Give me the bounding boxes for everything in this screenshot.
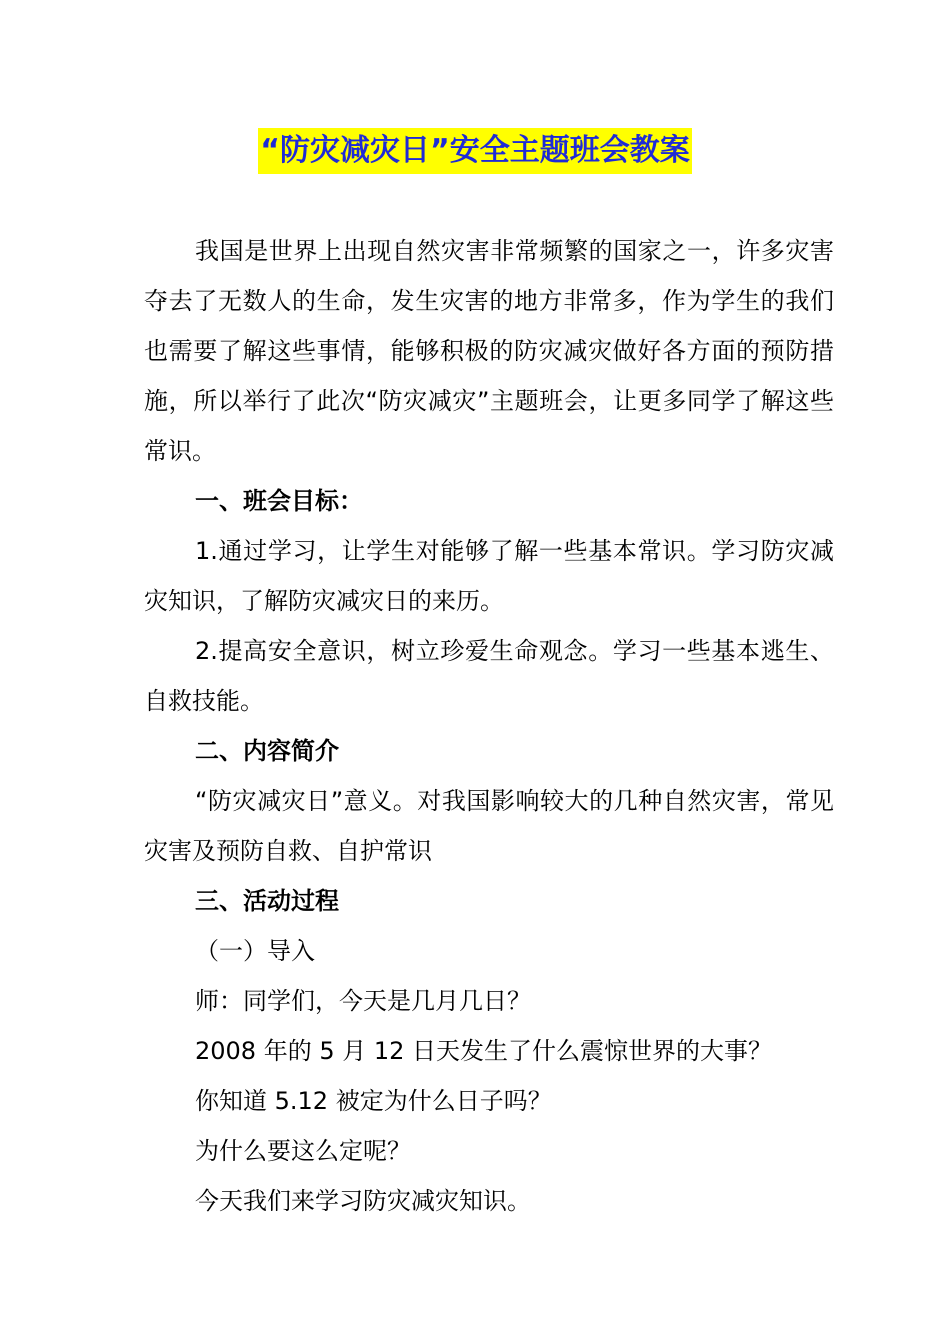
dialogue-line: 为什么要这么定呢？ [195,1137,411,1165]
subsection-intro: （一）导入 [195,937,315,965]
content-summary: “防灾减灾日”意义。对我国影响较大的几种自然灾害，常见灾害及预防自救、自护常识 [144,787,834,865]
dialogue-line: 师：同学们，今天是几月几日？ [195,987,531,1015]
section-heading-process: 三、活动过程 [195,887,339,915]
section-heading-goals: 一、班会目标： [195,487,363,515]
intro-paragraph: 我国是世界上出现自然灾害非常频繁的国家之一，许多灾害夺去了无数人的生命，发生灾害的地方非常多，作为学生的我们也需要了解这些事情，能够积极的防灾减灾做好各方面的预防措施，所以举行了此次“防灾减灾”主题班会，让更多同学了解这些常识。 [144,237,834,465]
title-container [0,128,950,174]
dialogue-line: 今天我们来学习防灾减灾知识。 [195,1187,531,1215]
document-title: “防灾减灾日”安全主题班会教案 [258,128,691,174]
dialogue-line: 你知道 5.12 被定为什么日子吗？ [195,1087,552,1115]
document-body [144,226,834,1226]
section-heading-content: 二、内容简介 [195,737,339,765]
goal-item-2: 2.提高安全意识，树立珍爱生命观念。学习一些基本逃生、自救技能。 [144,637,834,715]
goal-item-1: 1.通过学习，让学生对能够了解一些基本常识。学习防灾减灾知识，了解防灾减灾日的来历。 [144,537,834,615]
dialogue-line: 2008 年的 5 月 12 日天发生了什么震惊世界的大事？ [195,1037,773,1065]
